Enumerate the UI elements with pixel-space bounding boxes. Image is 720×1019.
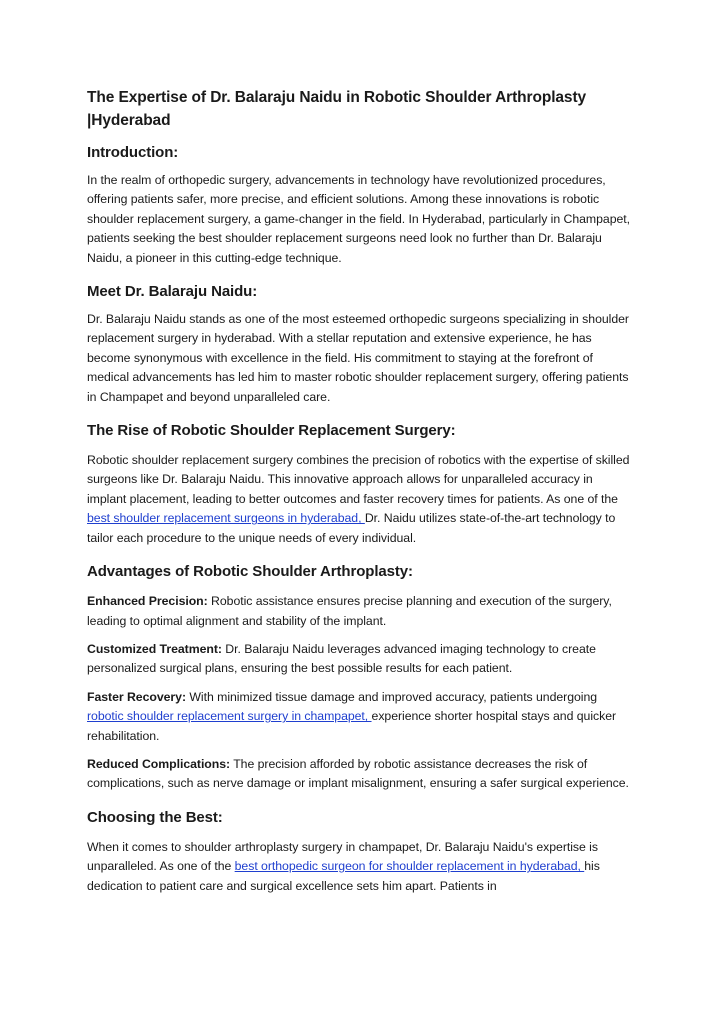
meet-paragraph: Dr. Balaraju Naidu stands as one of the most esteemed orthopedic surgeons specializing in shoulder replacement surgery in hyderabad. With a stellar reputation and extensive experience, he has become synonymous with excellence in the field. His commitment to staying at the forefront of medical advancements has led him to master robotic shoulder replacement surgery, offering patients in Champapet and beyond unparalleled care.	[87, 312, 629, 404]
advantage-item	[87, 640, 632, 679]
title-line-1: The Expertise of Dr. Balaraju Naidu in Robotic Shoulder Arthroplasty	[87, 89, 587, 106]
choosing-heading: Choosing the Best:	[87, 808, 223, 826]
rise-paragraph	[87, 451, 632, 548]
introduction-paragraph: In the realm of orthopedic surgery, advancements in technology have revolutionized procedures, offering patients safer, more precise, and efficient solutions. Among these innovations is robotic shoulder replacement surgery, a game-changer in the field. In Hyderabad, particularly in Champapet, patients seeking the best shoulder replacement surgeons need look no further than Dr. Balaraju Naidu, a pioneer in this cutting-edge technique.	[87, 173, 631, 265]
title-line-2: |Hyderabad	[87, 112, 171, 129]
orthopedic-surgeon-link[interactable]: best orthopedic surgeon for shoulder replacement in hyderabad,	[234, 859, 585, 874]
advantages-heading: Advantages of Robotic Shoulder Arthroplasty:	[87, 563, 413, 581]
document-page	[87, 86, 632, 905]
rise-text-after: Dr. Naidu utilizes state-of-the-art technology to tailor each procedure to the unique needs of every individual.	[87, 511, 616, 545]
advantage-text: Robotic assistance ensures precise planning and execution of the surgery, leading to optimal alignment and stability of the implant.	[87, 594, 612, 628]
advantage-label: Reduced Complications:	[87, 756, 231, 771]
choosing-text-before: When it comes to shoulder arthroplasty surgery in champapet, Dr. Balaraju Naidu's expertise is unparalleled. As one of the	[87, 839, 598, 874]
introduction-heading: Introduction:	[87, 144, 179, 161]
meet-heading: Meet Dr. Balaraju Naidu:	[87, 283, 258, 301]
shoulder-surgeons-link[interactable]: best shoulder replacement surgeons in hyderabad,	[87, 511, 365, 526]
advantage-item	[87, 688, 632, 746]
advantage-item	[87, 755, 632, 794]
advantage-text: The precision afforded by robotic assistance decreases the risk of complications, such as nerve damage or implant misalignment, ensuring a safer surgical experience.	[87, 756, 629, 791]
choosing-paragraph	[87, 838, 632, 896]
advantage-text: With minimized tissue damage and improved accuracy, patients undergoing	[186, 689, 598, 704]
advantage-text-after: experience shorter hospital stays and quicker rehabilitation.	[87, 709, 617, 743]
robotic-surgery-champapet-link[interactable]: robotic shoulder replacement surgery in champapet,	[87, 709, 372, 724]
advantage-label: Faster Recovery:	[87, 689, 186, 704]
advantage-label: Enhanced Precision:	[87, 594, 208, 609]
rise-text-before: Robotic shoulder replacement surgery combines the precision of robotics with the expertise of skilled surgeons like Dr. Balaraju Naidu. This innovative approach allows for unparalleled accuracy in implant placement, leading to better outcomes and faster recovery times for patients. As one of the	[87, 453, 630, 506]
choosing-text-after: his dedication to patient care and surgical excellence sets him apart. Patients in	[87, 859, 600, 893]
advantage-label: Customized Treatment:	[87, 641, 222, 656]
document-title	[87, 86, 632, 132]
rise-heading: The Rise of Robotic Shoulder Replacement Surgery:	[87, 422, 456, 440]
advantage-item	[87, 592, 632, 631]
advantage-text: Dr. Balaraju Naidu leverages advanced imaging technology to create personalized surgical plans, ensuring the best possible results for each patient.	[87, 641, 596, 676]
